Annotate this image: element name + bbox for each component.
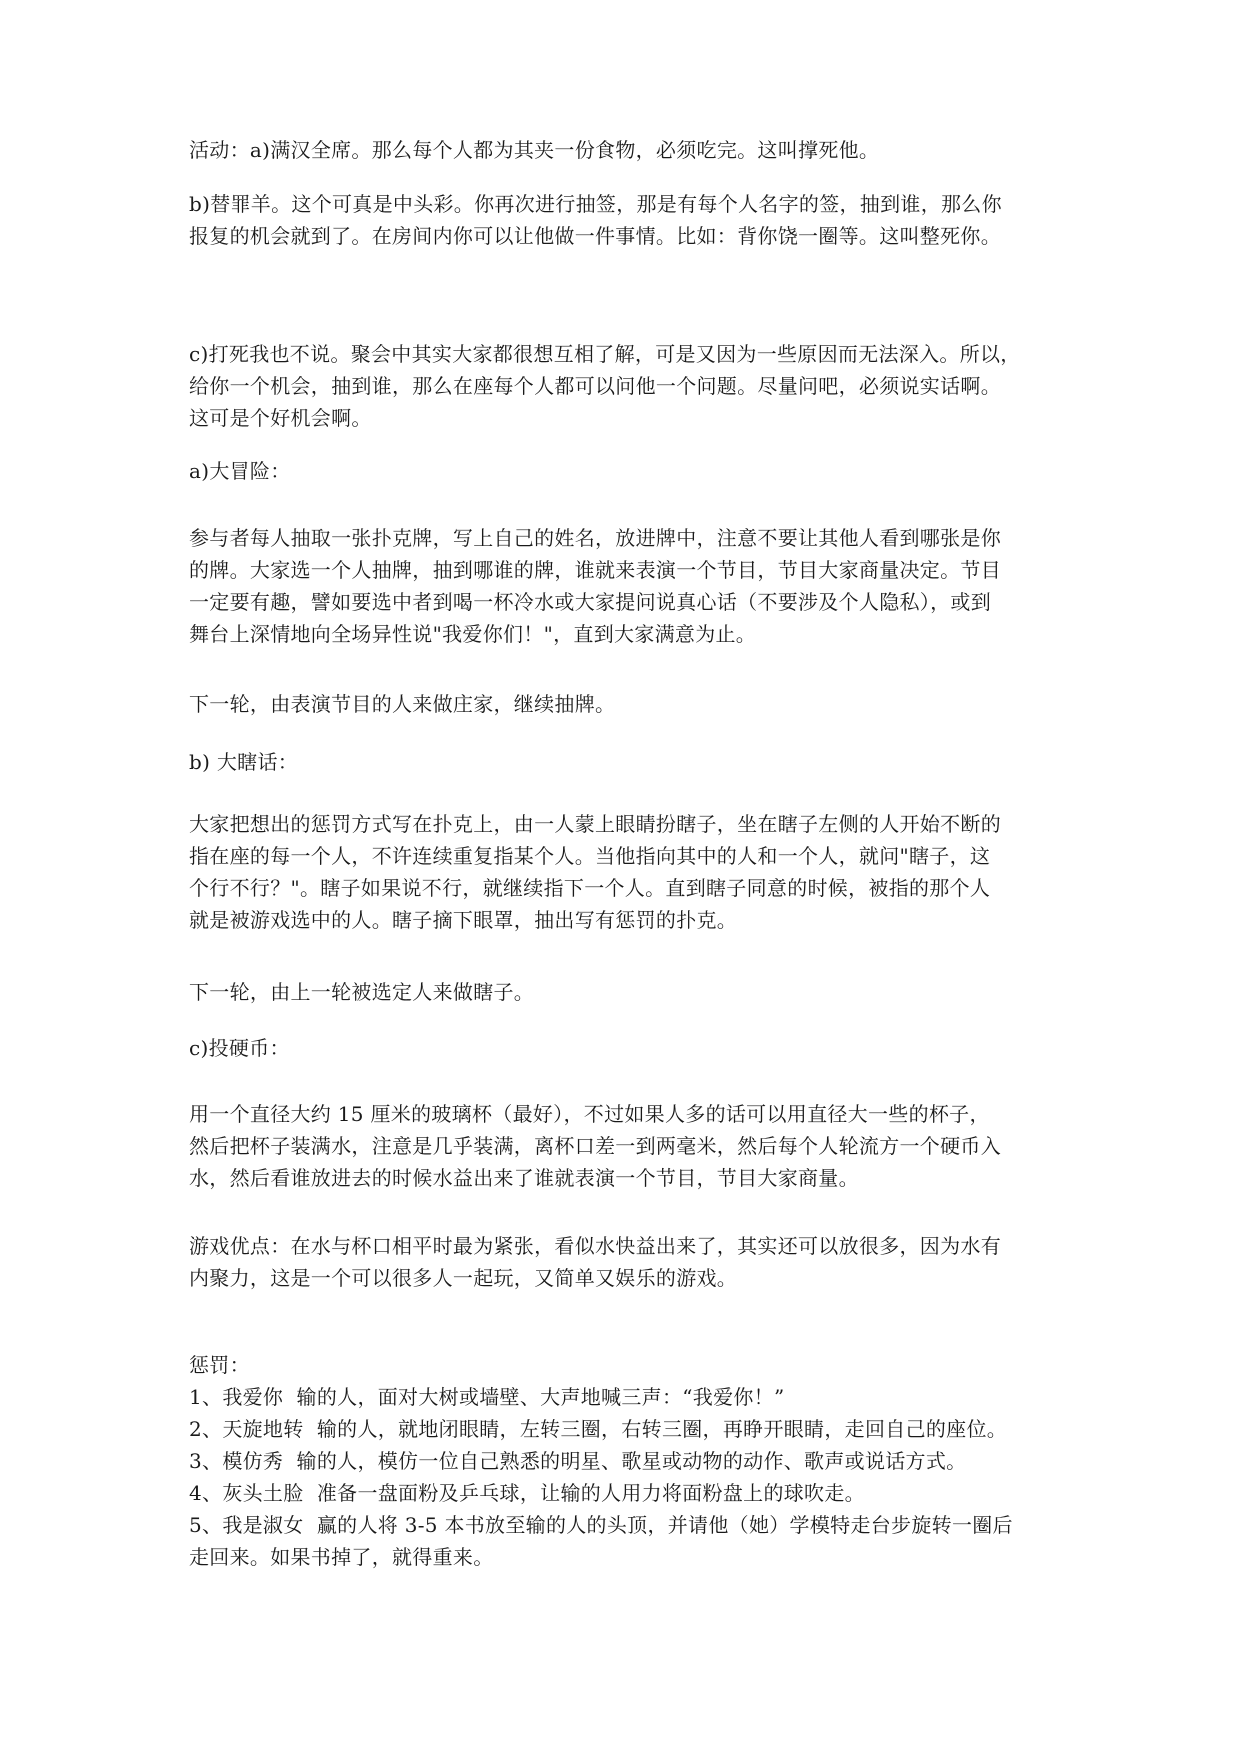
penalty-item: 1、我爱你 输的人，面对大树或墙壁、大声地喊三声：“我爱你！” <box>189 1385 785 1409</box>
paragraph-coin-rules: 用一个直径大约 15 厘米的玻璃杯（最好），不过如果人多的话可以用直径大一些的杯子， 然后把杯子装满水，注意是几乎装满，离杯口差一到两毫米，然后每个人轮流方一个硬币入 水，然后看谁放进去的时候水益出来了谁就表演一个节目，节目大家商量。 <box>189 1102 1001 1190</box>
penalty-heading: 惩罚： <box>189 1353 250 1377</box>
penalty-item: 4、灰头土脸 准备一盘面粉及乒乓球，让输的人用力将面粉盘上的球吹走。 <box>189 1481 865 1505</box>
paragraph-blind-rules: 大家把想出的惩罚方式写在扑克上，由一人蒙上眼睛扮瞎子，坐在瞎子左侧的人开始不断的 指在座的每一个人，不许连续重复指某个人。当他指向其中的人和一个人，就问"瞎子，这 个行不行？"。瞎子如果说不行，就继续指下一个人。直到瞎子同意的时候，被指的那个人 就是被游戏选中的人。瞎子摘下眼罩，抽出写有惩罚的扑克。 <box>189 812 1001 932</box>
paragraph-activity-a: 活动：a)满汉全席。那么每个人都为其夹一份食物，必须吃完。这叫撑死他。 <box>189 138 880 162</box>
heading-dare: a)大冒险： <box>189 459 291 483</box>
paragraph-activity-c: c)打死我也不说。聚会中其实大家都很想互相了解，可是又因为一些原因而无法深入。所以， 给你一个机会，抽到谁，那么在座每个人都可以问他一个问题。尽量问吧，必须说实话啊。 这可是个好机会啊。 <box>189 342 1021 430</box>
paragraph-dare-rules: 参与者每人抽取一张扑克牌，写上自己的姓名，放进牌中，注意不要让其他人看到哪张是你 的牌。大家选一个人抽牌，抽到哪谁的牌，谁就来表演一个节目，节目大家商量决定。节目 一定要有趣，譬如要选中者到喝一杯冷水或大家提问说真心话（不要涉及个人隐私），或到 舞台上深情地向全场异性说"我爱你们！"，直到大家满意为止。 <box>189 526 1001 646</box>
paragraph-dare-next-round: 下一轮，由表演节目的人来做庄家，继续抽牌。 <box>189 692 616 716</box>
penalty-list <box>189 1349 1069 1573</box>
paragraph-coin-advantages: 游戏优点：在水与杯口相平时最为紧张，看似水快益出来了，其实还可以放很多，因为水有 内聚力，这是一个可以很多人一起玩，又简单又娱乐的游戏。 <box>189 1234 1001 1290</box>
paragraph-activity-b: b)替罪羊。这个可真是中头彩。你再次进行抽签，那是有每个人名字的签，抽到谁，那么你 报复的机会就到了。在房间内你可以让他做一件事情。比如：背你饶一圈等。这叫整死你。 <box>189 192 1002 248</box>
paragraph-blind-next-round: 下一轮，由上一轮被选定人来做瞎子。 <box>189 980 535 1004</box>
heading-coin: c)投硬币： <box>189 1036 290 1060</box>
penalty-item: 3、模仿秀 输的人，模仿一位自己熟悉的明星、歌星或动物的动作、歌声或说话方式。 <box>189 1449 967 1473</box>
heading-blind: b) 大瞎话： <box>189 750 299 774</box>
penalty-item: 2、天旋地转 输的人，就地闭眼睛，左转三圈，右转三圈，再睁开眼睛，走回自己的座位。 <box>189 1417 1008 1441</box>
penalty-item: 5、我是淑女 赢的人将 3-5 本书放至输的人的头顶，并请他（她）学模特走台步旋转一圈后 走回来。如果书掉了，就得重来。 <box>189 1513 1013 1569</box>
